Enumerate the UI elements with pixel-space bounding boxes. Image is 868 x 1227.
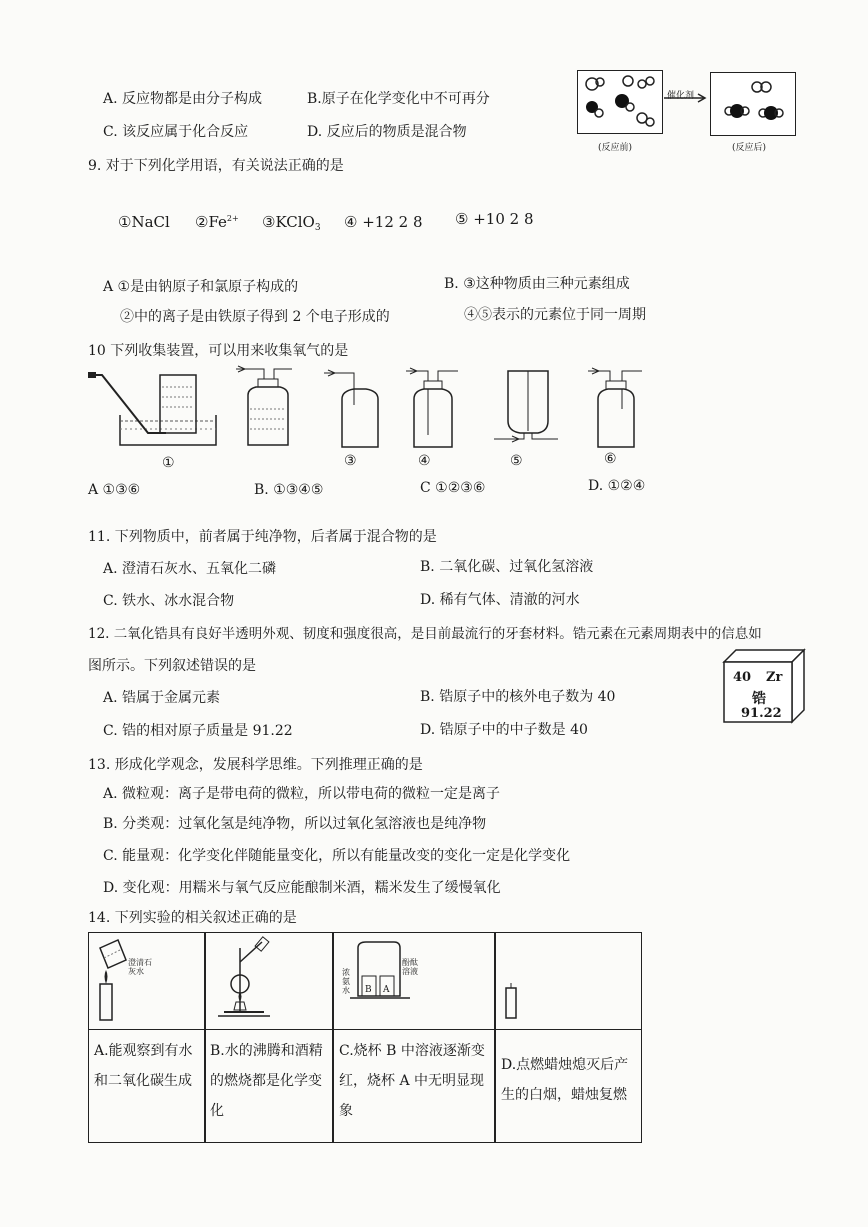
- element-name: 锆: [752, 691, 766, 707]
- q14-option-b: B.水的沸腾和酒精的燃烧都是化学变化: [210, 1043, 323, 1119]
- q14-option-d: D.点燃蜡烛熄灭后产生的白烟，蜡烛复燃: [501, 1057, 629, 1103]
- gas-collection-apparatus-diagram: [88, 365, 648, 455]
- q11-stem: 11. 下列物质中，前者属于纯净物，后者属于混合物的是: [88, 529, 437, 545]
- catalyst-label: 催化剂: [667, 91, 695, 101]
- q8-option-d: D. 反应后的物质是混合物: [307, 124, 467, 140]
- apparatus-label-4: ④: [418, 453, 431, 469]
- q12-option-d: D. 锆原子中的中子数是 40: [420, 722, 588, 738]
- candle-beaker-icon: [92, 938, 132, 1022]
- q13-stem: 13. 形成化学观念，发展科学思维。下列推理正确的是: [88, 757, 423, 773]
- element-atomic-number: 40: [733, 670, 752, 685]
- candle-icon: [502, 980, 522, 1020]
- apparatus-label-1: ①: [162, 455, 175, 471]
- reaction-after-box: [710, 72, 796, 136]
- beaker-b-label: B: [365, 985, 372, 995]
- q10-option-d: D. ①②④: [588, 478, 646, 494]
- q9-symbol-3: ③KClO$_3$: [262, 213, 321, 233]
- apparatus-label-3: ③: [344, 453, 357, 469]
- element-symbol: Zr: [766, 670, 783, 685]
- q9-symbol-2: $②Fe^{2+}$: [195, 213, 239, 231]
- molecule-diagram-before: [578, 71, 662, 133]
- beaker-a-label: A: [383, 985, 390, 995]
- ammonia-diffusion-icon: [344, 938, 420, 1018]
- q10-stem: 10 下列收集装置，可以用来收集氧气的是: [88, 343, 349, 359]
- boiling-flask-stand-icon: [210, 938, 280, 1022]
- q9-option-a: A ①是由钠原子和氯原子构成的: [103, 279, 299, 295]
- q10-option-c: C ①②③⑥: [420, 480, 486, 496]
- molecule-diagram-after: [711, 73, 795, 135]
- q10-option-a: A ①③⑥: [88, 482, 141, 498]
- q14-option-c: C.烧杯 B 中溶液逐渐变红，烧杯 A 中无明显现象: [339, 1043, 485, 1119]
- q9-stem: 9. 对于下列化学用语，有关说法正确的是: [88, 158, 344, 174]
- phenolphthalein-label: 酚酞溶液: [402, 958, 418, 976]
- q12-option-a: A. 锆属于金属元素: [103, 690, 221, 706]
- limewater-label: 澄清石灰水: [128, 958, 152, 976]
- reaction-before-box: [577, 70, 663, 134]
- before-label: (反应前): [598, 143, 633, 153]
- after-label: (反应后): [732, 143, 767, 153]
- q11-option-d: D. 稀有气体、清澈的河水: [420, 592, 580, 608]
- q11-option-c: C. 铁水、冰水混合物: [103, 593, 235, 609]
- apparatus-label-6: ⑥: [604, 451, 617, 467]
- q11-option-b: B. 二氧化碳、过氧化氢溶液: [420, 559, 594, 575]
- q13-option-d: D. 变化观：用糯米与氧气反应能酿制米酒，糯米发生了缓慢氧化: [103, 880, 501, 896]
- q12-option-b: B. 锆原子中的核外电子数为 40: [420, 689, 616, 705]
- q9-option-d: ④⑤表示的元素位于同一周期: [464, 307, 646, 323]
- q10-option-b: B. ①③④⑤: [254, 482, 324, 498]
- q9-symbol-1: ①NaCl: [118, 213, 170, 231]
- ammonia-label: 浓氨水: [342, 968, 350, 995]
- q14-stem: 14. 下列实验的相关叙述正确的是: [88, 910, 297, 926]
- q14-option-a: A.能观察到有水和二氧化碳生成: [94, 1043, 193, 1089]
- apparatus-label-5: ⑤: [510, 453, 523, 469]
- q11-option-a: A. 澄清石灰水、五氧化二磷: [103, 561, 277, 577]
- q8-option-c: C. 该反应属于化合反应: [103, 124, 249, 140]
- q8-option-b: B.原子在化学变化中不可再分: [307, 91, 490, 107]
- q9-symbol-5: ⑤ +10 2 8: [455, 210, 534, 228]
- q9-symbol-4: ④ +12 2 8: [344, 213, 423, 231]
- q9-option-c: ②中的离子是由铁原子得到 2 个电子形成的: [120, 309, 390, 325]
- q12-stem-line2: 图所示。下列叙述错误的是: [88, 658, 256, 674]
- q13-option-a: A. 微粒观：离子是带电荷的微粒，所以带电荷的微粒一定是离子: [103, 786, 501, 802]
- q13-option-b: B. 分类观：过氧化氢是纯净物，所以过氧化氢溶液也是纯净物: [103, 816, 487, 832]
- q8-option-a: A. 反应物都是由分子构成: [103, 91, 263, 107]
- q12-option-c: C. 锆的相对原子质量是 91.22: [103, 723, 293, 739]
- q9-option-b: B. ③这种物质由三种元素组成: [444, 276, 630, 292]
- q13-option-c: C. 能量观：化学变化伴随能量变化，所以有能量改变的变化一定是化学变化: [103, 848, 571, 864]
- q12-stem-line1: 12. 二氧化锆具有良好半透明外观、韧度和强度很高，是目前最流行的牙套材料。锆元素在元素周期表中的信息如: [88, 626, 762, 642]
- element-atomic-mass: 91.22: [741, 706, 782, 721]
